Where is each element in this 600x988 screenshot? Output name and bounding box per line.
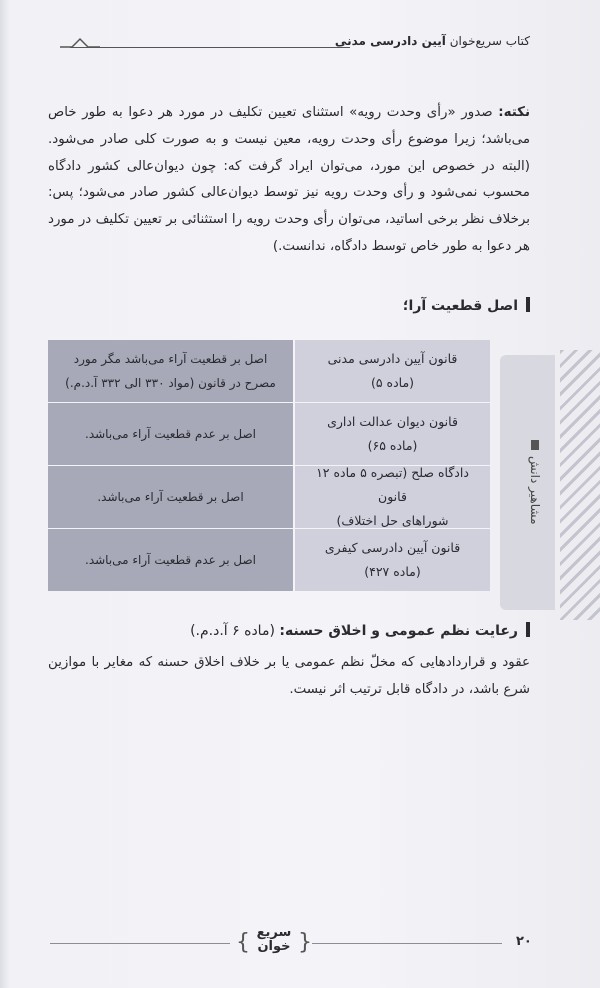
heading-reference: (ماده ۶ آ.د.م.) bbox=[190, 623, 280, 639]
heading-bar bbox=[526, 622, 530, 637]
law-name: قانون دیوان عدالت اداری bbox=[327, 414, 458, 429]
public-order-paragraph: عقود و قراردادهایی که مخلّ نظم عمومی یا بر خلاف اخلاق حسنه که مغایر با موازین شرع باشد، در دادگاه قابل ترتیب اثر نیست. bbox=[48, 655, 530, 697]
section-heading-finality bbox=[403, 297, 530, 314]
rule-cell: اصل بر قطعیت آراء می‌باشد. bbox=[48, 466, 293, 528]
publisher-logo: { سریع خوان } bbox=[236, 925, 312, 955]
logo-word-2: خوان bbox=[257, 939, 291, 954]
logo-word-1: سریع bbox=[256, 925, 292, 940]
law-cell bbox=[295, 466, 490, 528]
note-text: صدور «رأی وحدت رویه» استثنای تعیین تکلیف در مورد هر دعوا به طور خاص می‌باشد؛ زیرا موضوع رأی وحدت رویه، معین نیست و به صورت کلی صادر می‌شود. (البته در خصوص این مورد، می‌توان ایراد گرفت که: چون دیوان‌عالی کشور دادگاه محسوب نمی‌شود و رأی وحدت رویه نیز توسط دیوان‌عالی کشور صادر می‌شود؛ پس: برخلاف نظر برخی اساتید، می‌توان رأی وحدت رویه را استثنائی بر تعیین تکلیف در مورد هر دعوا به طور خاص توسط دادگاه، ندانست.) bbox=[48, 105, 530, 254]
heading-bar bbox=[526, 297, 530, 312]
note-label: نکته: bbox=[498, 105, 530, 120]
side-tab-label: مشاهیر دانش bbox=[528, 456, 542, 525]
law-name: دادگاه صلح (تبصره ۵ ماده ۱۲ قانون bbox=[316, 465, 469, 504]
page-number: ۲۰ bbox=[516, 934, 532, 949]
table-row bbox=[48, 529, 490, 591]
table-row bbox=[48, 466, 490, 529]
heading-text: رعایت نظم عمومی و اخلاق حسنه: bbox=[279, 623, 518, 639]
header-book-title: آیین دادرسی مدنی bbox=[334, 34, 446, 48]
law-article: (ماده ۶۵) bbox=[367, 438, 418, 453]
note-paragraph bbox=[48, 100, 530, 261]
law-cell bbox=[295, 529, 490, 591]
law-cell bbox=[295, 340, 490, 402]
law-name: قانون آیین دادرسی کیفری bbox=[324, 540, 461, 555]
law-article: شوراهای حل اختلاف) bbox=[336, 513, 449, 528]
law-article: (ماده ۵) bbox=[370, 375, 415, 390]
table-row bbox=[48, 403, 490, 466]
footer-rule-left bbox=[50, 943, 230, 944]
table-row bbox=[48, 340, 490, 403]
rule-cell: اصل بر عدم قطعیت آراء می‌باشد. bbox=[48, 529, 293, 591]
law-article: (ماده ۴۲۷) bbox=[364, 564, 421, 579]
header-rule bbox=[70, 47, 350, 48]
side-tab-marker bbox=[531, 440, 539, 450]
side-stripe-decoration bbox=[560, 350, 600, 620]
header-series: کتاب سریع‌خوان bbox=[449, 34, 530, 48]
heading-text: اصل قطعیت آرا؛ bbox=[402, 298, 518, 314]
footer-rule-right bbox=[312, 943, 502, 944]
section-heading-public-order bbox=[190, 622, 530, 639]
law-cell bbox=[295, 403, 490, 465]
law-name: قانون آیین دادرسی مدنی bbox=[327, 351, 458, 366]
rule-cell: اصل بر عدم قطعیت آراء می‌باشد. bbox=[48, 403, 293, 465]
rule-cell: اصل بر قطعیت آراء می‌باشد مگر مورد مصرح در قانون (مواد ۳۳۰ الی ۳۳۲ آ.د.م.) bbox=[48, 340, 293, 402]
finality-table bbox=[48, 340, 490, 591]
running-header bbox=[335, 34, 530, 48]
